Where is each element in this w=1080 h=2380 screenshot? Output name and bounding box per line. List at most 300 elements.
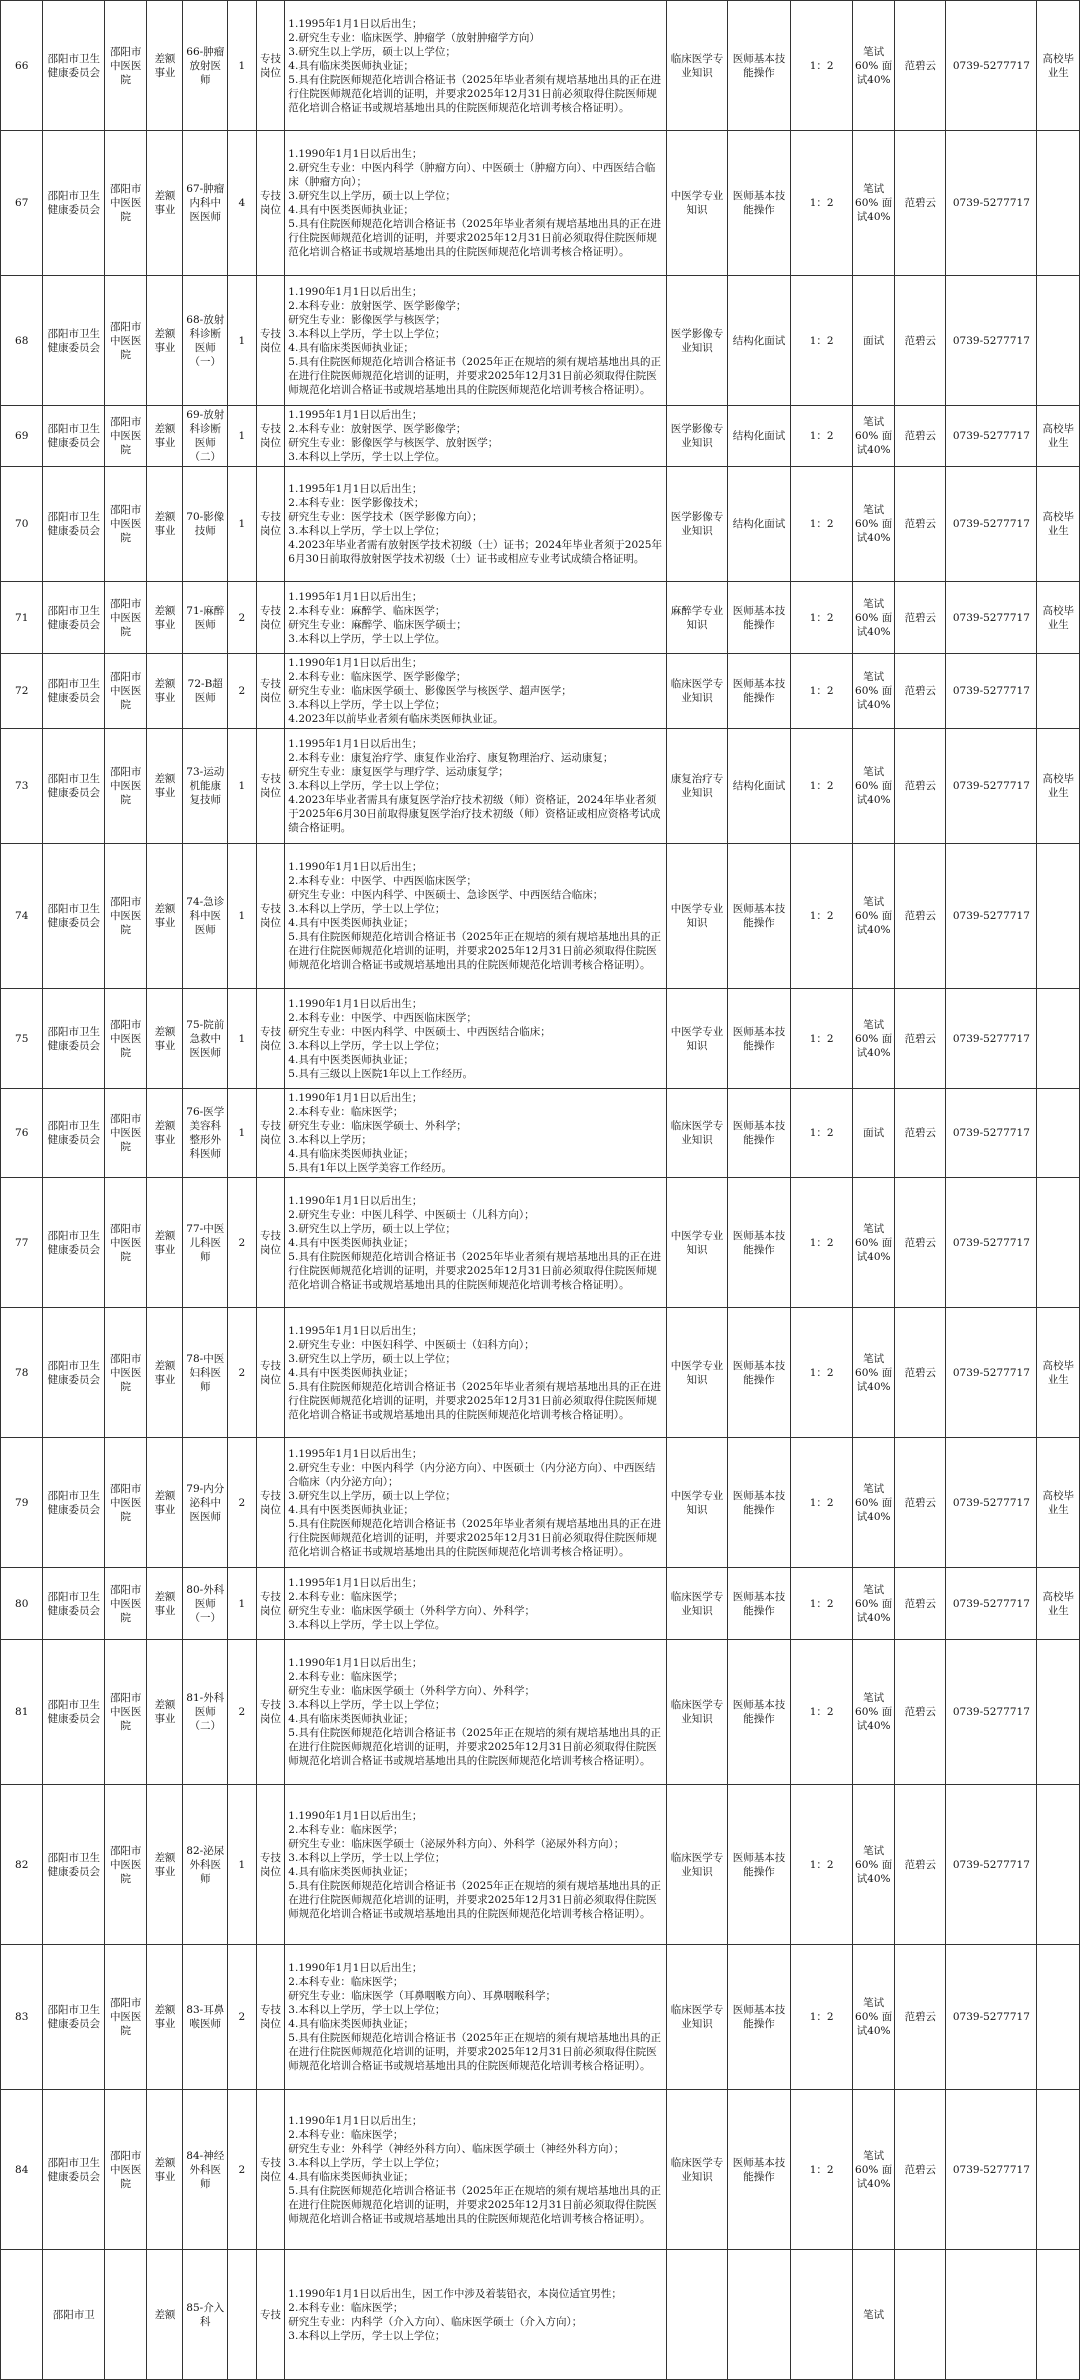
contact-person-cell: 范碧云 bbox=[895, 1089, 946, 1178]
funding-type-cell: 差额事业 bbox=[147, 989, 183, 1089]
department-cell: 邵阳市卫生健康委员会 bbox=[43, 1568, 105, 1640]
post-category-cell: 专技 bbox=[256, 2250, 285, 2380]
requirement-line: 2.本科专业：临床医学； bbox=[288, 1823, 404, 1836]
table-row bbox=[1, 654, 1080, 729]
headcount-cell: 1 bbox=[228, 1089, 257, 1178]
funding-type-cell: 差额事业 bbox=[147, 1785, 183, 1945]
note-cell: 高校毕业生 bbox=[1037, 406, 1080, 467]
written-exam-cell: 中医学专业知识 bbox=[667, 989, 727, 1089]
written-exam-cell: 中医学专业知识 bbox=[667, 844, 727, 989]
post-name-cell: 73-运动机能康复技师 bbox=[183, 729, 228, 844]
table-row bbox=[1, 1308, 1080, 1438]
requirements-cell bbox=[285, 1785, 667, 1945]
weight-cell: 笔试60% 面试40% bbox=[852, 844, 894, 989]
requirement-line: 3.研究生以上学历，硕士以上学位； bbox=[288, 45, 456, 58]
contact-person-cell: 范碧云 bbox=[895, 1640, 946, 1785]
requirement-line: 2.本科专业：临床医学； bbox=[288, 1976, 404, 1988]
requirement-line: 3.本科以上学历，学士以上学位。 bbox=[288, 451, 446, 463]
contact-person-cell: 范碧云 bbox=[895, 131, 946, 276]
written-exam-cell bbox=[667, 2250, 727, 2380]
requirement-line: 3.研究生以上学历，硕士以上学位； bbox=[288, 1489, 456, 1502]
written-exam-cell: 麻醉学专业知识 bbox=[667, 582, 727, 654]
requirement-line: 研究生专业：影像医学与核医学； bbox=[288, 313, 446, 326]
note-cell bbox=[1037, 654, 1080, 729]
department-cell: 邵阳市卫生健康委员会 bbox=[43, 844, 105, 989]
ratio-cell: 1：2 bbox=[791, 131, 853, 276]
ratio-cell: 1：2 bbox=[791, 1308, 853, 1438]
post-name-cell: 66-肿瘤放射医师 bbox=[183, 1, 228, 131]
requirement-line: 4.具有中医类医师执业证； bbox=[288, 1053, 414, 1066]
post-category-cell: 专技岗位 bbox=[256, 1945, 285, 2090]
row-number: 69 bbox=[1, 406, 43, 467]
ratio-cell: 1：2 bbox=[791, 729, 853, 844]
requirement-line: 1.1995年1月1日以后出生； bbox=[288, 590, 423, 603]
weight-cell: 笔试60% 面试40% bbox=[852, 989, 894, 1089]
contact-person-cell: 范碧云 bbox=[895, 1785, 946, 1945]
table-row bbox=[1, 276, 1080, 406]
department-cell: 邵阳市卫生健康委员会 bbox=[43, 1308, 105, 1438]
requirement-line: 3.本科以上学历，学士以上学位； bbox=[288, 2156, 446, 2169]
interview-cell: 医师基本技能操作 bbox=[727, 1, 791, 131]
table-row bbox=[1, 467, 1080, 582]
requirement-line: 1.1995年1月1日以后出生； bbox=[288, 483, 423, 495]
ratio-cell: 1：2 bbox=[791, 1089, 853, 1178]
post-category-cell: 专技岗位 bbox=[256, 1785, 285, 1945]
weight-cell: 面试 bbox=[852, 276, 894, 406]
written-exam-cell: 康复治疗专业知识 bbox=[667, 729, 727, 844]
requirement-line: 2.本科专业：放射医学、医学影像学； bbox=[288, 423, 467, 435]
requirement-line: 5.具有住院医师规范化培训合格证书（2025年正在规培的须有规培基地出具的正在进行住院医师规范化培训的证明，并要求2025年12月31日前必须取得住院医师规范化培训合格证书或规培基地出具的住院医师规范化培训考核合格证明）。 bbox=[288, 2032, 662, 2072]
department-cell: 邵阳市卫生健康委员会 bbox=[43, 131, 105, 276]
written-exam-cell: 医学影像专业知识 bbox=[667, 467, 727, 582]
funding-type-cell: 差额事业 bbox=[147, 1089, 183, 1178]
requirement-line: 1.1995年1月1日以后出生； bbox=[288, 17, 423, 30]
phone-cell: 0739-5277717 bbox=[946, 989, 1037, 1089]
weight-cell: 笔试60% 面试40% bbox=[852, 1, 894, 131]
weight-cell: 笔试60% 面试40% bbox=[852, 729, 894, 844]
contact-person-cell: 范碧云 bbox=[895, 1438, 946, 1568]
note-cell bbox=[1037, 844, 1080, 989]
phone-cell: 0739-5277717 bbox=[946, 654, 1037, 729]
requirement-line: 2.研究生专业：中医儿科学、中医硕士（儿科方向）； bbox=[288, 1208, 535, 1221]
contact-person-cell: 范碧云 bbox=[895, 1178, 946, 1308]
note-cell bbox=[1037, 131, 1080, 276]
table-row bbox=[1, 1089, 1080, 1178]
post-category-cell: 专技岗位 bbox=[256, 989, 285, 1089]
row-number: 71 bbox=[1, 582, 43, 654]
weight-cell: 面试 bbox=[852, 1089, 894, 1178]
department-cell: 邵阳市卫生健康委员会 bbox=[43, 729, 105, 844]
weight-cell: 笔试60% 面试40% bbox=[852, 1178, 894, 1308]
note-cell: 高校毕业生 bbox=[1037, 729, 1080, 844]
row-number: 78 bbox=[1, 1308, 43, 1438]
requirement-line: 1.1995年1月1日以后出生； bbox=[288, 1324, 423, 1337]
requirement-line: 3.本科以上学历，学士以上学位； bbox=[288, 525, 446, 537]
requirements-cell bbox=[285, 2090, 667, 2250]
employer-cell: 邵阳市中医医院 bbox=[104, 276, 146, 406]
requirements-cell bbox=[285, 1568, 667, 1640]
phone-cell: 0739-5277717 bbox=[946, 1308, 1037, 1438]
written-exam-cell: 临床医学专业知识 bbox=[667, 1, 727, 131]
table-row bbox=[1, 406, 1080, 467]
post-category-cell: 专技岗位 bbox=[256, 1, 285, 131]
row-number: 72 bbox=[1, 654, 43, 729]
requirement-line: 5.具有住院医师规范化培训合格证书（2025年正在规培的须有规培基地出具的正在进行住院医师规范化培训的证明，并要求2025年12月31日前必须取得住院医师规范化培训合格证书或规培基地出具的住院医师规范化培训考核合格证明）。 bbox=[288, 355, 662, 396]
requirement-line: 4.具有中医类医师执业证； bbox=[288, 204, 414, 216]
interview-cell: 医师基本技能操作 bbox=[727, 2090, 791, 2250]
headcount-cell: 1 bbox=[228, 406, 257, 467]
contact-person-cell: 范碧云 bbox=[895, 276, 946, 406]
department-cell: 邵阳市卫生健康委员会 bbox=[43, 1089, 105, 1178]
interview-cell: 医师基本技能操作 bbox=[727, 1178, 791, 1308]
employer-cell: 邵阳市中医医院 bbox=[104, 844, 146, 989]
requirements-cell bbox=[285, 1438, 667, 1568]
row-number: 77 bbox=[1, 1178, 43, 1308]
requirement-line: 1.1990年1月1日以后出生； bbox=[288, 657, 423, 669]
table-row bbox=[1, 131, 1080, 276]
written-exam-cell: 中医学专业知识 bbox=[667, 1308, 727, 1438]
requirement-line: 2.本科专业：临床医学； bbox=[288, 1671, 404, 1683]
ratio-cell: 1：2 bbox=[791, 582, 853, 654]
requirement-line: 4.具有临床类医师执业证； bbox=[288, 1148, 414, 1160]
employer-cell: 邵阳市中医医院 bbox=[104, 131, 146, 276]
funding-type-cell: 差额事业 bbox=[147, 2090, 183, 2250]
funding-type-cell: 差额事业 bbox=[147, 131, 183, 276]
requirement-line: 5.具有住院医师规范化培训合格证书（2025年毕业者须有规培基地出具的正在进行住院医师规范化培训的证明，并要求2025年12月31日前必须取得住院医师规范化培训合格证书或规培基地出具的住院医师规范化培训考核合格证明）。 bbox=[288, 218, 662, 258]
headcount-cell: 1 bbox=[228, 844, 257, 989]
requirement-line: 研究生专业：临床医学硕士（泌尿外科方向）、外科学（泌尿外科方向）； bbox=[288, 1837, 625, 1850]
note-cell: 高校毕业生 bbox=[1037, 1438, 1080, 1568]
headcount-cell: 2 bbox=[228, 654, 257, 729]
post-name-cell: 72-B超医师 bbox=[183, 654, 228, 729]
weight-cell: 笔试60% 面试40% bbox=[852, 406, 894, 467]
written-exam-cell: 临床医学专业知识 bbox=[667, 1785, 727, 1945]
row-number: 80 bbox=[1, 1568, 43, 1640]
requirements-cell bbox=[285, 1178, 667, 1308]
interview-cell: 医师基本技能操作 bbox=[727, 1308, 791, 1438]
ratio-cell: 1：2 bbox=[791, 844, 853, 989]
table-row bbox=[1, 1945, 1080, 2090]
post-name-cell: 70-影像技师 bbox=[183, 467, 228, 582]
funding-type-cell: 差额事业 bbox=[147, 729, 183, 844]
weight-cell: 笔试60% 面试40% bbox=[852, 654, 894, 729]
contact-person-cell: 范碧云 bbox=[895, 1308, 946, 1438]
requirement-line: 3.研究生以上学历，硕士以上学位； bbox=[288, 1352, 456, 1365]
phone-cell: 0739-5277717 bbox=[946, 2090, 1037, 2250]
table-row bbox=[1, 582, 1080, 654]
post-category-cell: 专技岗位 bbox=[256, 406, 285, 467]
contact-person-cell: 范碧云 bbox=[895, 989, 946, 1089]
requirement-line: 研究生专业：康复医学与理疗学、运动康复学； bbox=[288, 766, 509, 778]
employer-cell: 邵阳市中医医院 bbox=[104, 1785, 146, 1945]
phone-cell: 0739-5277717 bbox=[946, 582, 1037, 654]
post-name-cell: 77-中医儿科医师 bbox=[183, 1178, 228, 1308]
requirement-line: 1.1990年1月1日以后出生； bbox=[288, 1657, 423, 1669]
post-category-cell: 专技岗位 bbox=[256, 1308, 285, 1438]
interview-cell: 医师基本技能操作 bbox=[727, 1785, 791, 1945]
requirement-line: 3.本科以上学历，学士以上学位； bbox=[288, 699, 446, 711]
headcount-cell: 1 bbox=[228, 729, 257, 844]
ratio-cell: 1：2 bbox=[791, 1785, 853, 1945]
requirement-line: 4.具有临床类医师执业证； bbox=[288, 59, 414, 72]
requirements-cell bbox=[285, 654, 667, 729]
row-number bbox=[1, 2250, 43, 2380]
ratio-cell: 1：2 bbox=[791, 406, 853, 467]
funding-type-cell: 差额事业 bbox=[147, 582, 183, 654]
requirement-line: 1.1990年1月1日以后出生； bbox=[288, 861, 423, 873]
department-cell: 邵阳市卫生健康委员会 bbox=[43, 1438, 105, 1568]
post-name-cell: 84-神经外科医师 bbox=[183, 2090, 228, 2250]
written-exam-cell: 中医学专业知识 bbox=[667, 1178, 727, 1308]
requirement-line: 3.本科以上学历，学士以上学位。 bbox=[288, 1618, 446, 1631]
requirement-line: 3.本科以上学历，学士以上学位； bbox=[288, 327, 446, 340]
note-cell bbox=[1037, 1640, 1080, 1785]
requirements-cell bbox=[285, 1640, 667, 1785]
row-number: 79 bbox=[1, 1438, 43, 1568]
requirement-line: 4.具有临床类医师执业证； bbox=[288, 341, 414, 354]
requirement-line: 4.具有中医类医师执业证； bbox=[288, 1366, 414, 1379]
ratio-cell: 1：2 bbox=[791, 654, 853, 729]
requirement-line: 1.1995年1月1日以后出生； bbox=[288, 1447, 423, 1460]
requirement-line: 4.具有临床类医师执业证； bbox=[288, 1713, 414, 1725]
contact-person-cell: 范碧云 bbox=[895, 654, 946, 729]
post-name-cell: 81-外科医师（二） bbox=[183, 1640, 228, 1785]
row-number: 83 bbox=[1, 1945, 43, 2090]
headcount-cell: 2 bbox=[228, 2090, 257, 2250]
phone-cell: 0739-5277717 bbox=[946, 729, 1037, 844]
weight-cell: 笔试60% 面试40% bbox=[852, 1785, 894, 1945]
note-cell: 高校毕业生 bbox=[1037, 467, 1080, 582]
post-name-cell: 80-外科医师（一） bbox=[183, 1568, 228, 1640]
interview-cell: 医师基本技能操作 bbox=[727, 654, 791, 729]
note-cell bbox=[1037, 1089, 1080, 1178]
weight-cell: 笔试60% 面试40% bbox=[852, 2090, 894, 2250]
employer-cell: 邵阳市中医医院 bbox=[104, 1568, 146, 1640]
interview-cell: 结构化面试 bbox=[727, 406, 791, 467]
post-name-cell: 69-放射科诊断医师（二） bbox=[183, 406, 228, 467]
headcount-cell: 2 bbox=[228, 1438, 257, 1568]
requirement-line: 研究生专业：医学技术（医学影像方向）； bbox=[288, 511, 483, 523]
headcount-cell: 1 bbox=[228, 989, 257, 1089]
interview-cell bbox=[727, 2250, 791, 2380]
note-cell bbox=[1037, 989, 1080, 1089]
note-cell bbox=[1037, 1785, 1080, 1945]
requirement-line: 研究生专业：临床医学硕士、影像医学与核医学、超声医学； bbox=[288, 685, 572, 697]
requirement-line: 5.具有住院医师规范化培训合格证书（2025年毕业者须有规培基地出具的正在进行住院医师规范化培训的证明，并要求2025年12月31日前必须取得住院医师规范化培训合格证书或规培基地出具的住院医师规范化培训考核合格证明）。 bbox=[288, 73, 662, 114]
funding-type-cell: 差额事业 bbox=[147, 1, 183, 131]
post-category-cell: 专技岗位 bbox=[256, 467, 285, 582]
requirement-line: 5.具有住院医师规范化培训合格证书（2025年正在规培的须有规培基地出具的正在进行住院医师规范化培训的证明，并要求2025年12月31日前必须取得住院医师规范化培训合格证书或规培基地出具的住院医师规范化培训考核合格证明）。 bbox=[288, 931, 662, 971]
requirement-line: 2.本科专业：麻醉学、临床医学； bbox=[288, 604, 446, 617]
post-name-cell: 74-急诊科中医医师 bbox=[183, 844, 228, 989]
post-name-cell: 75-院前急救中医医师 bbox=[183, 989, 228, 1089]
requirement-line: 3.本科以上学历，学士以上学位。 bbox=[288, 632, 446, 645]
requirements-cell bbox=[285, 1308, 667, 1438]
requirement-line: 1.1990年1月1日以后出生； bbox=[288, 1194, 423, 1207]
requirement-line: 2.本科专业：临床医学； bbox=[288, 2301, 404, 2314]
requirement-line: 3.本科以上学历，学士以上学位； bbox=[288, 780, 446, 792]
headcount-cell: 4 bbox=[228, 131, 257, 276]
employer-cell: 邵阳市中医医院 bbox=[104, 406, 146, 467]
requirement-line: 2.本科专业：放射医学、医学影像学； bbox=[288, 299, 467, 312]
headcount-cell: 1 bbox=[228, 1568, 257, 1640]
post-category-cell: 专技岗位 bbox=[256, 1178, 285, 1308]
contact-person-cell: 范碧云 bbox=[895, 467, 946, 582]
contact-person-cell: 范碧云 bbox=[895, 844, 946, 989]
ratio-cell: 1：2 bbox=[791, 1438, 853, 1568]
interview-cell: 医师基本技能操作 bbox=[727, 844, 791, 989]
interview-cell: 医师基本技能操作 bbox=[727, 1568, 791, 1640]
row-number: 81 bbox=[1, 1640, 43, 1785]
note-cell bbox=[1037, 2090, 1080, 2250]
post-category-cell: 专技岗位 bbox=[256, 1640, 285, 1785]
headcount-cell: 2 bbox=[228, 1640, 257, 1785]
ratio-cell: 1：2 bbox=[791, 1178, 853, 1308]
requirement-line: 3.本科以上学历，学士以上学位； bbox=[288, 903, 446, 915]
employer-cell: 邵阳市中医医院 bbox=[104, 467, 146, 582]
post-name-cell: 79-内分泌科中医医师 bbox=[183, 1438, 228, 1568]
headcount-cell: 2 bbox=[228, 582, 257, 654]
requirement-line: 1.1995年1月1日以后出生； bbox=[288, 738, 423, 750]
headcount-cell: 2 bbox=[228, 1308, 257, 1438]
employer-cell: 邵阳市中医医院 bbox=[104, 654, 146, 729]
weight-cell: 笔试60% 面试40% bbox=[852, 131, 894, 276]
interview-cell: 医师基本技能操作 bbox=[727, 989, 791, 1089]
post-name-cell: 85-介入科 bbox=[183, 2250, 228, 2380]
requirement-line: 3.本科以上学历； bbox=[288, 1134, 372, 1146]
employer-cell: 邵阳市中医医院 bbox=[104, 1308, 146, 1438]
written-exam-cell: 临床医学专业知识 bbox=[667, 1568, 727, 1640]
contact-person-cell: 范碧云 bbox=[895, 1945, 946, 2090]
department-cell: 邵阳市卫生健康委员会 bbox=[43, 2090, 105, 2250]
requirement-line: 3.本科以上学历，学士以上学位； bbox=[288, 1851, 446, 1864]
phone-cell: 0739-5277717 bbox=[946, 131, 1037, 276]
department-cell: 邵阳市卫生健康委员会 bbox=[43, 406, 105, 467]
employer-cell: 邵阳市中医医院 bbox=[104, 729, 146, 844]
requirement-line: 4.具有中医类医师执业证； bbox=[288, 917, 414, 929]
interview-cell: 结构化面试 bbox=[727, 729, 791, 844]
ratio-cell: 1：2 bbox=[791, 1, 853, 131]
requirement-line: 5.具有住院医师规范化培训合格证书（2025年正在规培的须有规培基地出具的正在进行住院医师规范化培训的证明，并要求2025年12月31日前必须取得住院医师规范化培训合格证书或规培基地出具的住院医师规范化培训考核合格证明）。 bbox=[288, 2184, 662, 2225]
written-exam-cell: 临床医学专业知识 bbox=[667, 2090, 727, 2250]
written-exam-cell: 临床医学专业知识 bbox=[667, 1640, 727, 1785]
table-row bbox=[1, 729, 1080, 844]
table-row bbox=[1, 844, 1080, 989]
requirement-line: 1.1995年1月1日以后出生； bbox=[288, 409, 423, 421]
requirement-line: 研究生专业：内科学（介入方向）、临床医学硕士（介入方向）； bbox=[288, 2315, 583, 2328]
requirement-line: 研究生专业：临床医学（耳鼻咽喉方向）、耳鼻咽喉科学； bbox=[288, 1990, 557, 2002]
phone-cell: 0739-5277717 bbox=[946, 1785, 1037, 1945]
post-name-cell: 67-肿瘤内科中医医师 bbox=[183, 131, 228, 276]
phone-cell bbox=[946, 2250, 1037, 2380]
requirements-cell bbox=[285, 729, 667, 844]
phone-cell: 0739-5277717 bbox=[946, 276, 1037, 406]
table-row bbox=[1, 1, 1080, 131]
table-row bbox=[1, 1178, 1080, 1308]
requirement-line: 研究生专业：临床医学硕士（外科学方向）、外科学； bbox=[288, 1685, 536, 1697]
table-row bbox=[1, 2250, 1080, 2380]
requirement-line: 3.本科以上学历，学士以上学位； bbox=[288, 1039, 446, 1052]
row-number: 66 bbox=[1, 1, 43, 131]
funding-type-cell: 差额事业 bbox=[147, 844, 183, 989]
requirement-line: 2.本科专业：临床医学、医学影像学； bbox=[288, 671, 467, 683]
headcount-cell: 1 bbox=[228, 1, 257, 131]
requirements-cell bbox=[285, 582, 667, 654]
written-exam-cell: 临床医学专业知识 bbox=[667, 1945, 727, 2090]
requirement-line: 3.本科以上学历，学士以上学位； bbox=[288, 2004, 446, 2016]
phone-cell: 0739-5277717 bbox=[946, 1568, 1037, 1640]
contact-person-cell: 范碧云 bbox=[895, 2090, 946, 2250]
phone-cell: 0739-5277717 bbox=[946, 467, 1037, 582]
interview-cell: 结构化面试 bbox=[727, 276, 791, 406]
table-row bbox=[1, 989, 1080, 1089]
weight-cell: 笔试60% 面试40% bbox=[852, 1568, 894, 1640]
contact-person-cell: 范碧云 bbox=[895, 1568, 946, 1640]
contact-person-cell bbox=[895, 2250, 946, 2380]
department-cell: 邵阳市卫生健康委员会 bbox=[43, 276, 105, 406]
weight-cell: 笔试60% 面试40% bbox=[852, 1640, 894, 1785]
post-name-cell: 83-耳鼻喉医师 bbox=[183, 1945, 228, 2090]
headcount-cell: 2 bbox=[228, 1945, 257, 2090]
requirement-line: 3.研究生以上学历，硕士以上学位； bbox=[288, 190, 456, 202]
interview-cell: 医师基本技能操作 bbox=[727, 1945, 791, 2090]
row-number: 76 bbox=[1, 1089, 43, 1178]
requirement-line: 2.本科专业：医学影像技术； bbox=[288, 497, 425, 509]
requirement-line: 1.1990年1月1日以后出生； bbox=[288, 997, 423, 1010]
funding-type-cell: 差额事业 bbox=[147, 276, 183, 406]
requirement-line: 1.1990年1月1日以后出生； bbox=[288, 148, 423, 160]
requirement-line: 2.研究生专业：中医内科学（肿瘤方向）、中医硕士（肿瘤方向）、中西医结合临床（肿瘤方向）； bbox=[288, 162, 656, 188]
phone-cell: 0739-5277717 bbox=[946, 406, 1037, 467]
post-category-cell: 专技岗位 bbox=[256, 1438, 285, 1568]
department-cell: 邵阳市卫生健康委员会 bbox=[43, 582, 105, 654]
requirement-line: 2.本科专业：临床医学； bbox=[288, 1106, 404, 1118]
requirement-line: 2.研究生专业：中医内科学（内分泌方向）、中医硕士（内分泌方向）、中西医结合临床（内分泌方向）； bbox=[288, 1461, 656, 1488]
interview-cell: 医师基本技能操作 bbox=[727, 582, 791, 654]
weight-cell: 笔试60% 面试40% bbox=[852, 467, 894, 582]
requirement-line: 4.具有临床类医师执业证； bbox=[288, 2170, 414, 2183]
post-category-cell: 专技岗位 bbox=[256, 844, 285, 989]
funding-type-cell: 差额事业 bbox=[147, 1945, 183, 2090]
weight-cell: 笔试60% 面试40% bbox=[852, 1438, 894, 1568]
employer-cell: 邵阳市中医医院 bbox=[104, 1945, 146, 2090]
note-cell: 高校毕业生 bbox=[1037, 582, 1080, 654]
requirement-line: 4.具有中医类医师执业证； bbox=[288, 1503, 414, 1516]
table-row bbox=[1, 1785, 1080, 1945]
table-row bbox=[1, 1640, 1080, 1785]
employer-cell: 邵阳市中医医院 bbox=[104, 1089, 146, 1178]
headcount-cell: 1 bbox=[228, 1785, 257, 1945]
department-cell: 邵阳市卫生健康委员会 bbox=[43, 467, 105, 582]
requirement-line: 2.研究生专业：中医妇科学、中医硕士（妇科方向）； bbox=[288, 1338, 535, 1351]
employer-cell: 邵阳市中医医院 bbox=[104, 1178, 146, 1308]
requirement-line: 4.具有临床类医师执业证； bbox=[288, 1865, 414, 1878]
requirement-line: 2.研究生专业：临床医学、肿瘤学（放射肿瘤学方向） bbox=[288, 31, 540, 44]
department-cell: 邵阳市卫 bbox=[43, 2250, 105, 2380]
requirement-line: 1.1990年1月1日以后出生； bbox=[288, 1809, 423, 1822]
ratio-cell: 1：2 bbox=[791, 989, 853, 1089]
requirement-line: 5.具有1年以上医学美容工作经历。 bbox=[288, 1162, 452, 1174]
ratio-cell bbox=[791, 2250, 853, 2380]
ratio-cell: 1：2 bbox=[791, 2090, 853, 2250]
note-cell bbox=[1037, 2250, 1080, 2380]
note-cell: 高校毕业生 bbox=[1037, 1308, 1080, 1438]
employer-cell: 邵阳市中医医院 bbox=[104, 2090, 146, 2250]
requirement-line: 1.1990年1月1日以后出生； bbox=[288, 2114, 423, 2127]
requirement-line: 研究生专业：影像医学与核医学、放射医学； bbox=[288, 437, 499, 449]
requirement-line: 5.具有住院医师规范化培训合格证书（2025年正在规培的须有规培基地出具的正在进行住院医师规范化培训的证明，并要求2025年12月31日前必须取得住院医师规范化培训合格证书或规培基地出具的住院医师规范化培训考核合格证明）。 bbox=[288, 1879, 662, 1920]
headcount-cell: 1 bbox=[228, 467, 257, 582]
